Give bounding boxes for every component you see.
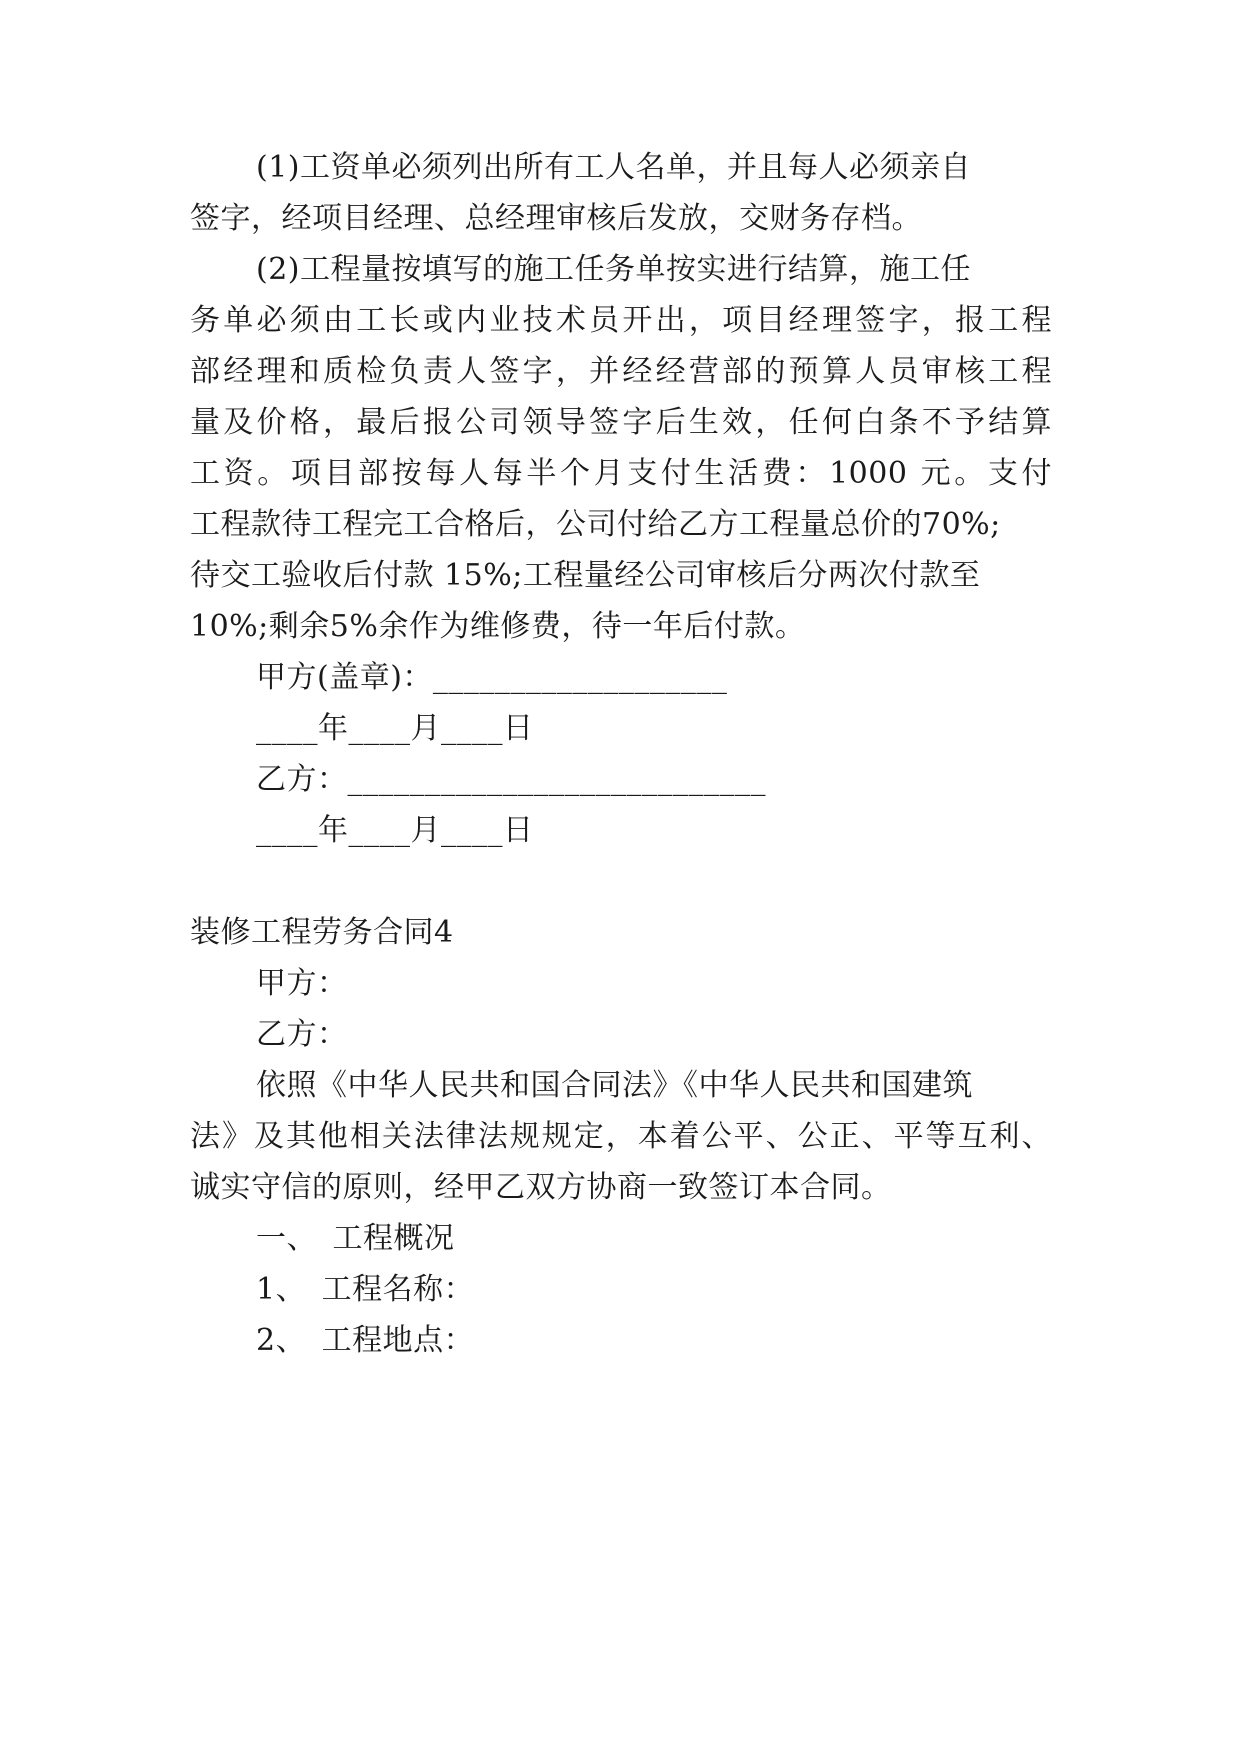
quantity-line-8: 10%;剩余5%余作为维修费，待一年后付款。 [190,609,806,644]
payroll-line-1: (1)工资单必须列出所有工人名单，并且每人必须亲自 [256,150,971,185]
contract-party-b: 乙方： [256,1017,348,1052]
party-a-signature: 甲方(盖章)：___________________ [256,660,728,695]
item-project-name: 1、 工程名称： [256,1272,475,1307]
quantity-line-1: (2)工程量按填写的施工任务单按实进行结算，施工任 [256,252,971,287]
quantity-line-5: 工资。项目部按每人每半个月支付生活费：1000 元。支付 [190,456,1052,491]
quantity-line-2: 务单必须由工长或内业技术员开出，项目经理签字，报工程 [190,303,1052,338]
contract-party-a: 甲方： [256,966,348,1001]
quantity-line-4: 量及价格，最后报公司领导签字后生效，任何白条不予结算 [190,405,1052,440]
contract-title: 装修工程劳务合同4 [190,915,454,950]
item-project-location: 2、 工程地点： [256,1323,475,1358]
payroll-line-2: 签字，经项目经理、总经理审核后发放，交财务存档。 [190,201,922,236]
party-a-date: ____年____月____日 [256,711,534,746]
quantity-line-6: 工程款待工程完工合格后，公司付给乙方工程量总价的70%; [190,507,1001,542]
section-1-heading: 一、 工程概况 [256,1221,455,1256]
preamble-line-1: 依照《中华人民共和国合同法》《中华人民共和国建筑 [256,1068,973,1103]
quantity-line-7: 待交工验收后付款 15%;工程量经公司审核后分两次付款至 [190,558,981,593]
preamble-line-3: 诚实守信的原则，经甲乙双方协商一致签订本合同。 [190,1170,892,1205]
party-b-date: ____年____月____日 [256,813,534,848]
party-b-signature: 乙方：___________________________ [256,762,766,797]
quantity-line-3: 部经理和质检负责人签字，并经经营部的预算人员审核工程 [190,354,1052,389]
preamble-line-2: 法》及其他相关法律法规规定，本着公平、公正、平等互利、 [190,1119,1052,1154]
